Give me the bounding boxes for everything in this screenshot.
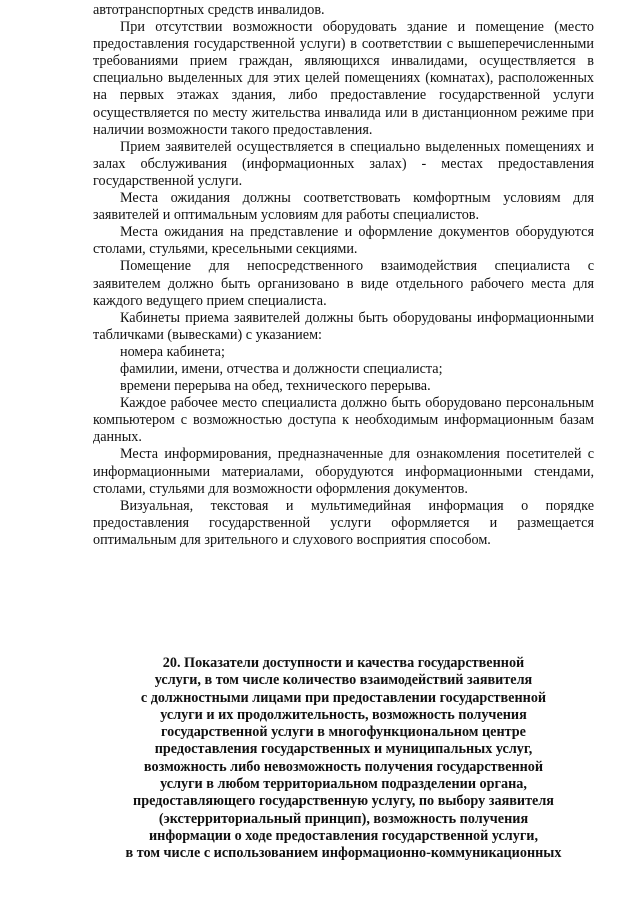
heading-line: услуги в любом территориальном подразделении органа,	[160, 776, 527, 793]
paragraph: Кабинеты приема заявителей должны быть оборудованы информационными табличками (вывесками) с указанием:	[93, 309, 594, 343]
paragraph: Места ожидания должны соответствовать комфортным условиям для заявителей и оптимальным условиям для работы специалистов.	[93, 190, 594, 224]
heading-line: информации о ходе предоставления государственной услуги,	[148, 827, 539, 844]
paragraph: Места ожидания на представление и оформление документов оборудуются столами, стульями, кресельными секциями.	[93, 224, 594, 258]
heading-line: предоставляющего государственную услугу, по выбору заявителя	[133, 793, 554, 810]
heading-line: услуги, в том числе количество взаимодействий заявителя	[154, 672, 533, 689]
paragraph: Места информирования, предназначенные для ознакомления посетителей с информационными материалами, оборудуются информационными стендами, столами, стульями для возможности оформления документов.	[93, 446, 594, 497]
paragraph: Визуальная, текстовая и мультимедийная информация о порядке предоставления государственной услуги оформляется и размещается оптимальным для зрительного и слухового восприятия способом.	[93, 497, 594, 548]
body-text	[93, 2, 594, 549]
paragraph: При отсутствии возможности оборудовать здание и помещение (место предоставления государственной услуги) в соответствии с вышеперечисленными требованиями прием граждан, являющихся инвалидами, осуществляется в специально выделенных для этих целей помещениях (комнатах), расположенных на первых этажах здания, либо предоставление государственной услуги осуществляется по месту жительства инвалида или в дистанционном режиме при наличии возможности такого предоставления.	[93, 19, 594, 138]
paragraph: автотранспортных средств инвалидов.	[93, 2, 325, 18]
paragraph: Помещение для непосредственного взаимодействия специалиста с заявителем должно быть организовано в виде отдельного рабочего места для каждого ведущего прием специалиста.	[93, 258, 594, 309]
heading-line: 20. Показатели доступности и качества государственной	[162, 655, 525, 671]
heading-line: государственной услуги в многофункциональном центре	[161, 724, 526, 741]
list-item: номера кабинета;	[120, 343, 225, 360]
heading-line: (экстерриториальный принцип), возможность получения	[158, 810, 529, 827]
heading-line: с должностными лицами при предоставлении государственной	[140, 689, 547, 706]
heading-line: услуги и их продолжительность, возможность получения	[160, 706, 527, 723]
heading-line: в том числе с использованием информационно-коммуникационных	[125, 845, 562, 862]
heading-line: предоставления государственных и муниципальных услуг,	[154, 741, 533, 758]
heading-line: возможность либо невозможность получения государственной	[143, 758, 544, 775]
list-item: фамилии, имени, отчества и должности специалиста;	[120, 360, 443, 377]
section-heading	[93, 655, 594, 863]
list-item: времени перерыва на обед, технического перерыва.	[120, 378, 431, 395]
paragraph: Каждое рабочее место специалиста должно быть оборудовано персональным компьютером с возможностью доступа к необходимым информационным базам данных.	[93, 395, 594, 446]
paragraph: Прием заявителей осуществляется в специально выделенных помещениях и залах обслуживания (информационных залах) - местах предоставления государственной услуги.	[93, 138, 594, 189]
